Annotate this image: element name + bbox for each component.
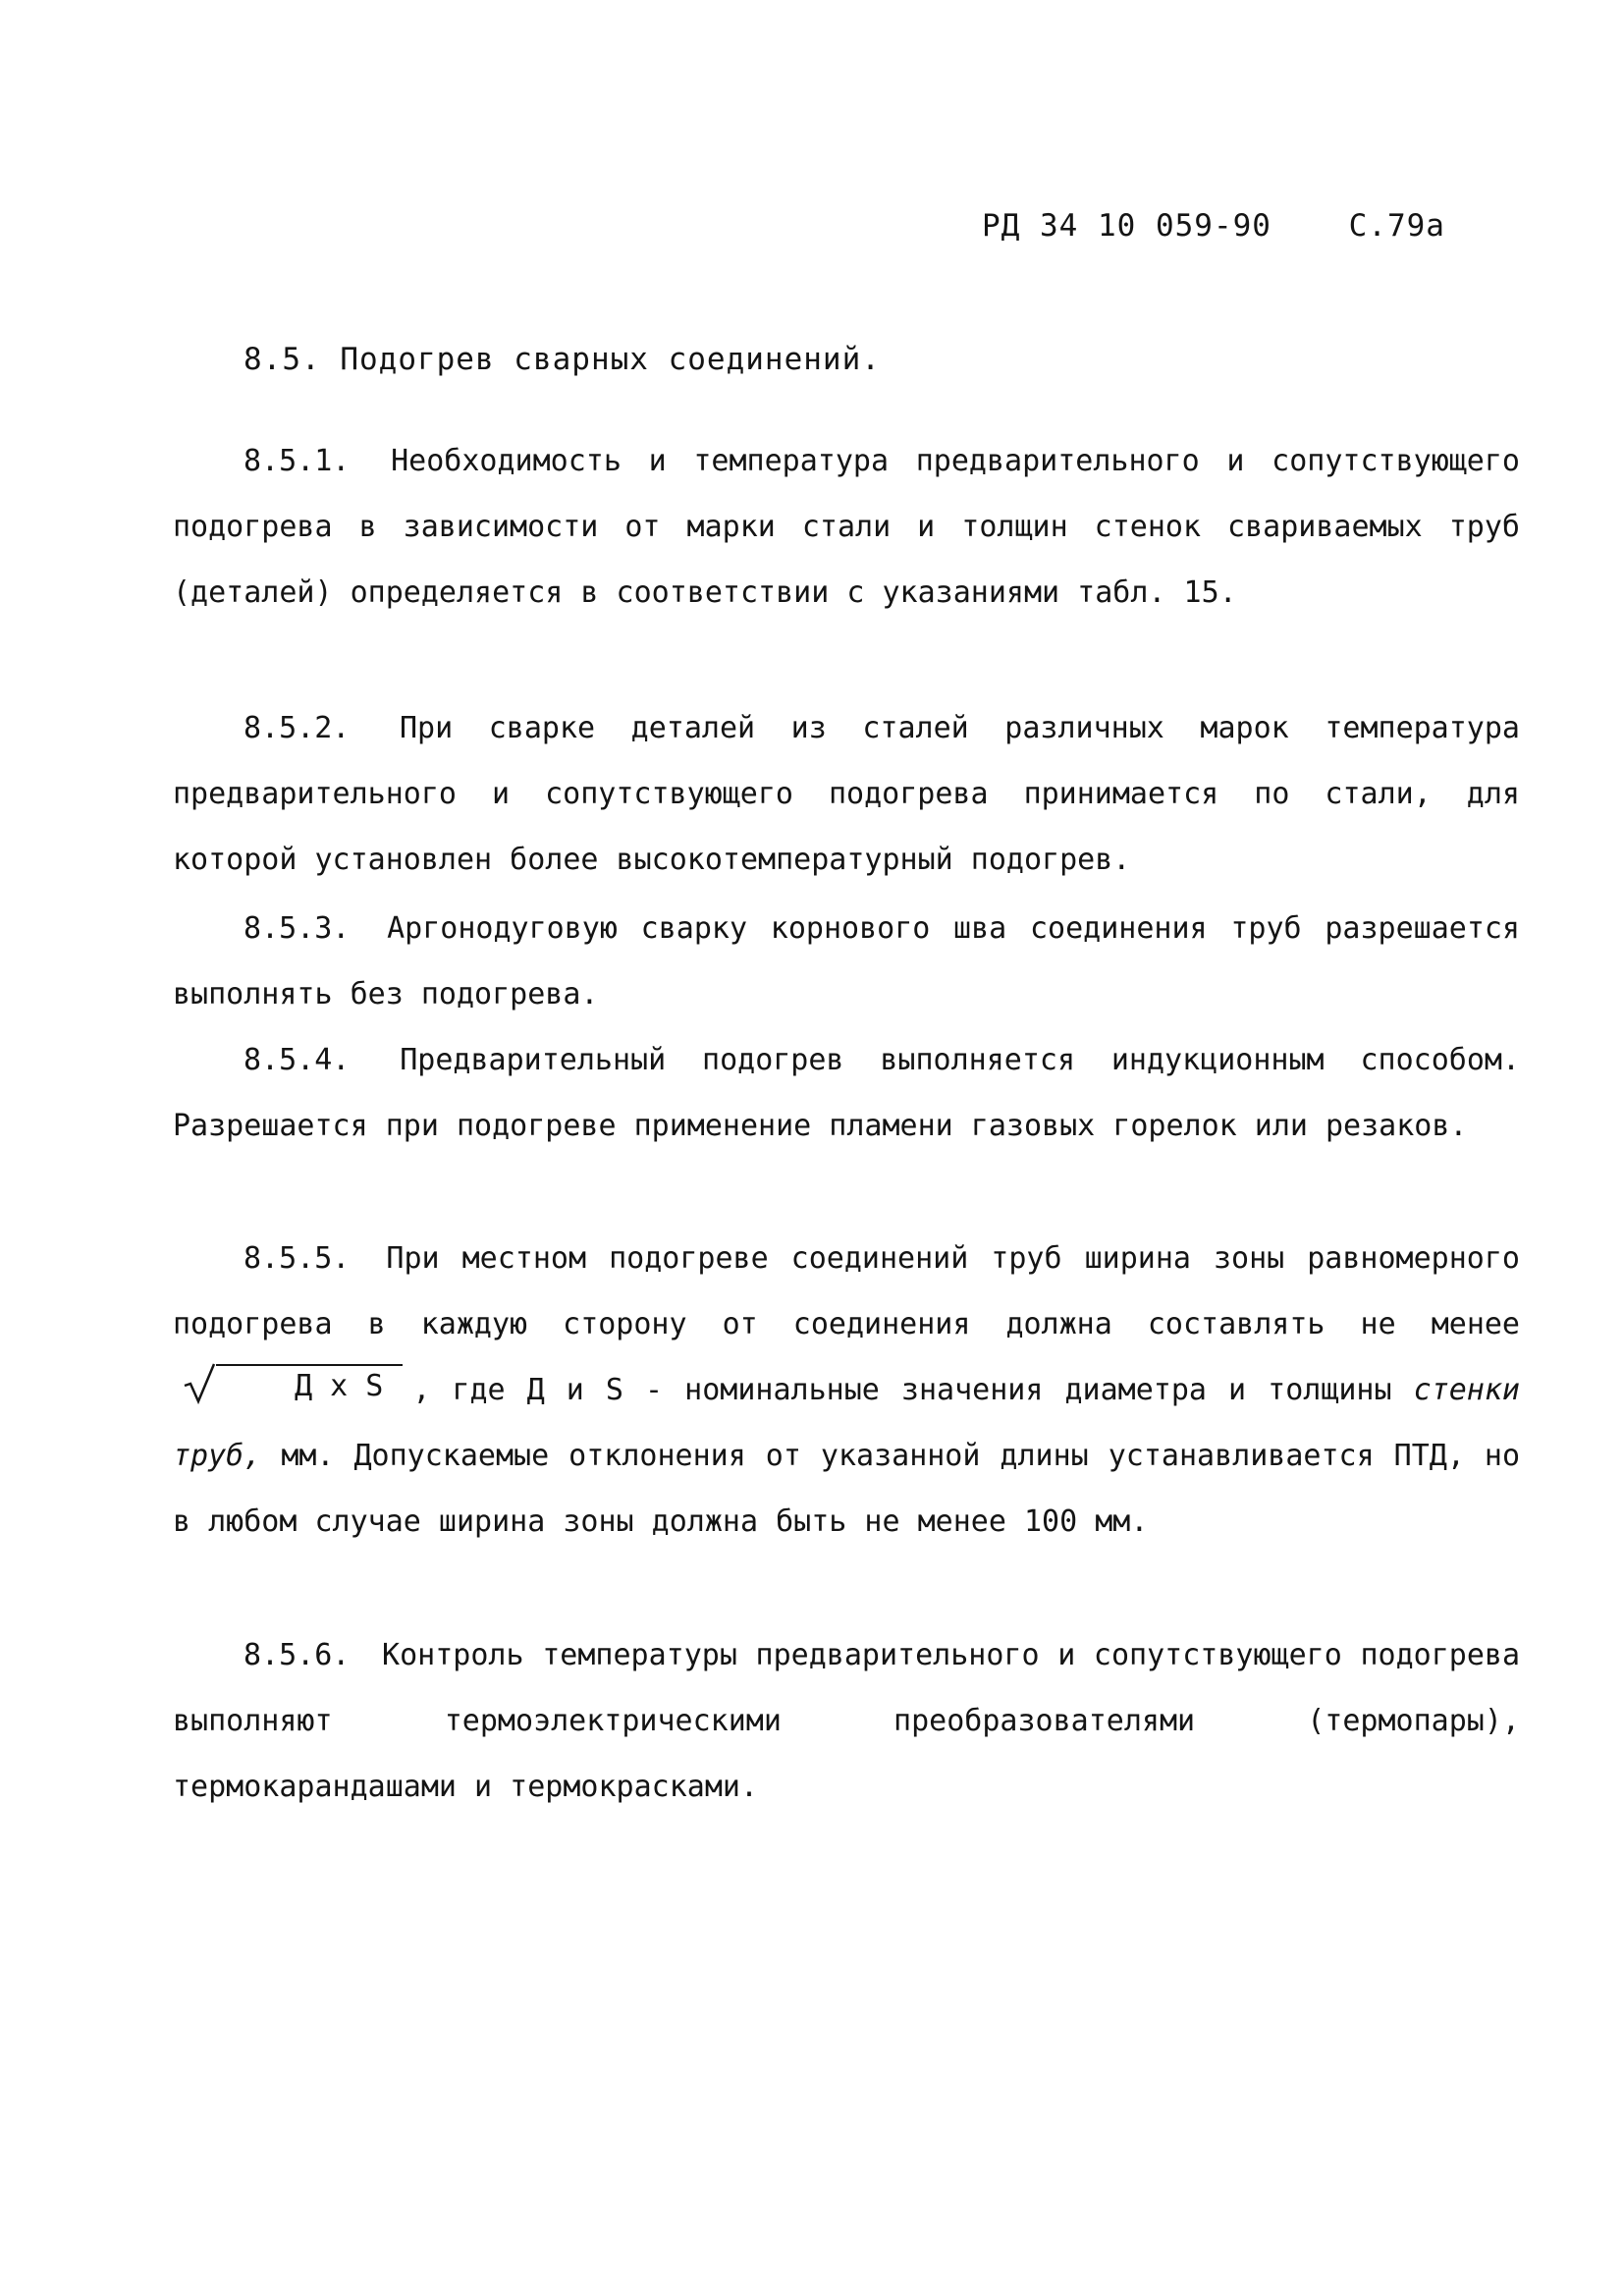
paragraph-text: При сварке деталей из сталей различных марок температура предварительного и сопутствующего подогрева принимается по стали, для которой установлен более высокотемпературный подогрев. (173, 711, 1520, 877)
paragraph-8-5-4 (173, 1027, 1520, 1159)
paragraph-8-5-2 (173, 695, 1520, 893)
paragraph-number: 8.5.4. (243, 1043, 351, 1077)
paragraph-number: 8.5.2. (243, 711, 351, 745)
section-heading (243, 342, 881, 377)
paragraph-8-5-3 (173, 896, 1520, 1027)
paragraph-text: Предварительный подогрев выполняется индукционным способом. Разрешается при подогреве применение пламени газовых горелок или резаков. (173, 1043, 1521, 1143)
paragraph-text-italic: стенки труб, (173, 1373, 1520, 1473)
paragraph-text-continued: , где Д и S - номинальные значения диаметра и толщины (412, 1373, 1392, 1407)
page-number: С.79а (1348, 208, 1445, 244)
page-header (982, 208, 1445, 244)
document-code: РД 34 10 059-90 (982, 208, 1271, 244)
paragraph-number: 8.5.5. (243, 1241, 351, 1276)
formula-radicand: Д х S (216, 1364, 403, 1405)
paragraph-number: 8.5.6. (243, 1638, 351, 1672)
paragraph-8-5-1 (173, 428, 1520, 626)
paragraph-8-5-6 (173, 1622, 1520, 1820)
paragraph-text-end: мм. Допускаемые отклонения от указанной длины устанавливается ПТД, но в любом случае ширина зоны должна быть не менее 100 мм. (173, 1439, 1521, 1539)
radical-sign-icon (183, 1362, 216, 1405)
paragraph-8-5-5 (173, 1226, 1520, 1555)
paragraph-text: Необходимость и температура предварительного и сопутствующего подогрева в зависимости от марки стали и толщин стенок свариваемых труб (деталей) определяется в соответствии с указаниями табл. 15. (173, 444, 1520, 610)
square-root-formula (183, 1362, 403, 1405)
paragraph-number: 8.5.3. (243, 911, 351, 946)
paragraph-text: Контроль температуры предварительного и сопутствующего подогрева выполняют термоэлектрическими преобразователями (термопары), термокарандашами и термокрасками. (173, 1638, 1521, 1804)
paragraph-text: Аргонодуговую сварку корнового шва соединения труб разрешается выполнять без подогрева. (173, 911, 1520, 1011)
paragraph-number: 8.5.1. (243, 444, 351, 478)
section-number: 8.5. (243, 342, 321, 377)
paragraph-text: При местном подогреве соединений труб ширина зоны равномерного подогрева в каждую сторону от соединения должна составлять не менее (173, 1241, 1520, 1341)
section-title: Подогрев сварных соединений. (340, 342, 881, 377)
